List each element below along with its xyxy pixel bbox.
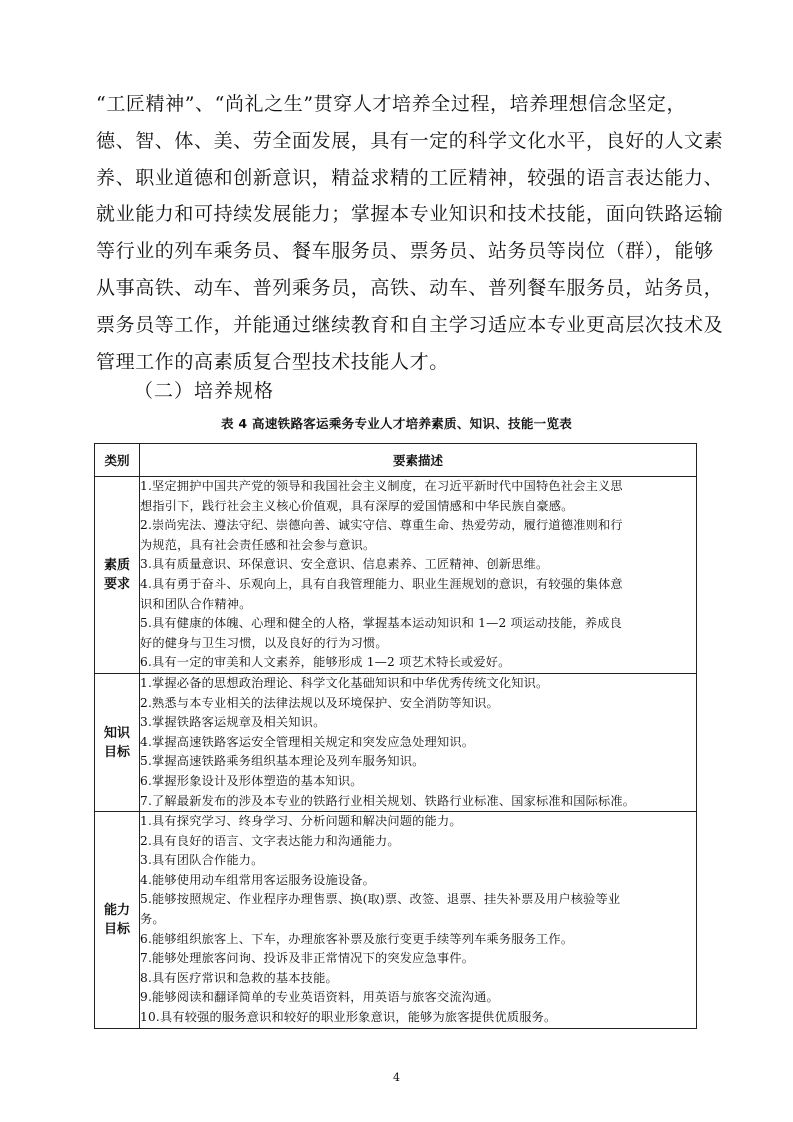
description-cell (140, 673, 697, 811)
description-line: 4.掌握高速铁路客运安全管理相关规定和突发应急处理知识。 (140, 734, 475, 749)
description-line: 7.能够处理旅客问询、投诉及非正常情况下的突发应急事件。 (140, 951, 475, 966)
description-line: 6.具有一定的审美和人文素养，能够形成 1—2 项艺术特长或爱好。 (140, 655, 511, 670)
table-row (95, 812, 697, 1029)
description-line: 10.具有较强的服务意识和较好的职业形象意识，能够为旅客提供优质服务。 (140, 1010, 557, 1025)
description-line: 务。 (140, 912, 165, 927)
training-spec-table (94, 443, 697, 1029)
description-cell (140, 477, 697, 674)
description-line: 5.掌握高速铁路乘务组织基本理论及列车服务知识。 (140, 754, 425, 769)
description-line: 1.坚定拥护中国共产党的领导和我国社会主义制度，在习近平新时代中国特色社会主义思 (140, 479, 623, 493)
description-line: 7.了解最新发布的涉及本专业的铁路行业相关规划、铁路行业标准、国家标准和国际标准。 (140, 793, 636, 808)
description-line: 6.能够组织旅客上、下车，办理旅客补票及旅行变更手续等列车乘务服务工作。 (140, 931, 574, 946)
description-line: 3.具有团队合作能力。 (140, 853, 264, 868)
table-row (95, 673, 697, 811)
page-number: 4 (393, 1071, 400, 1084)
description-line: 想指引下，践行社会主义核心价值观，具有深厚的爱国情感和中华民族自豪感。 (140, 498, 574, 513)
description-line: 5.具有健康的体魄、心理和健全的人格，掌握基本运动知识和 1—2 项运动技能，养成良 (140, 616, 623, 631)
paragraph-line: “工匠精神”、“尚礼之生”贯穿人才培养全过程，培养理想信念坚定， (96, 93, 687, 115)
paragraph-line: 等行业的列车乘务员、餐车服务员、票务员、站务员等岗位（群），能够 (96, 240, 714, 263)
description-line: 6.掌握形象设计及形体塑造的基本知识。 (140, 773, 363, 788)
category-cell (95, 477, 140, 674)
description-line: 1.具有探究学习、终身学习、分析问题和解决问题的能力。 (140, 814, 462, 829)
paragraph-line: 管理工作的高素质复合型技术技能人才。 (96, 350, 449, 373)
category-cell (95, 812, 140, 1029)
body-paragraph (96, 86, 724, 380)
description-line: 2.熟悉与本专业相关的法律法规以及环境保护、安全消防等知识。 (140, 695, 499, 710)
category-label: 知识 (103, 725, 130, 741)
table-caption: 表 4 高速铁路客运乘务专业人才培养素质、知识、技能一览表 (220, 416, 573, 431)
description-line: 为规范，具有社会责任感和社会参与意识。 (140, 537, 376, 552)
description-line: 2.崇尚宪法、遵法守纪、崇德向善、诚实守信、尊重生命、热爱劳动，履行道德准则和行 (140, 518, 623, 533)
paragraph-line: 从事高铁、动车、普列乘务员，高铁、动车、普列餐车服务员，站务员， (96, 276, 724, 299)
category-label: 能力 (103, 902, 130, 918)
description-line: 9.能够阅读和翻译简单的专业英语资料，用英语与旅客交流沟通。 (140, 990, 499, 1005)
description-line: 8.具有医疗常识和急救的基本技能。 (140, 970, 338, 985)
category-cell (95, 673, 140, 811)
description-line: 4.能够使用动车组常用客运服务设施设备。 (140, 872, 376, 887)
description-line: 识和团队合作精神。 (140, 596, 252, 611)
paragraph-line: 养、职业道德和创新意识，精益求精的工匠精神，较强的语言表达能力、 (96, 166, 724, 189)
category-label: 素质 (103, 557, 130, 573)
description-line: 3.具有质量意识、环保意识、安全意识、信息素养、工匠精神、创新思维。 (140, 557, 549, 572)
description-line: 3.掌握铁路客运规章及相关知识。 (140, 715, 326, 730)
description-line: 4.具有勇于奋斗、乐观向上，具有自我管理能力、职业生涯规划的意识，有较强的集体意 (140, 576, 623, 591)
description-line: 5.能够按照规定、作业程序办理售票、换(取)票、改签、退票、挂失补票及用户核验等业 (140, 892, 621, 907)
description-line: 1.掌握必备的思想政治理论、科学文化基础知识和中华优秀传统文化知识。 (140, 675, 549, 690)
description-cell (140, 812, 697, 1029)
paragraph-line: 就业能力和可持续发展能力；掌握本专业知识和技术技能，面向铁路运输 (96, 203, 724, 226)
paragraph-line: 票务员等工作，并能通过继续教育和自主学习适应本专业更高层次技术及 (96, 313, 724, 336)
section-heading: （二）培养规格 (134, 380, 275, 402)
paragraph-line: 德、智、体、美、劳全面发展，具有一定的科学文化水平，良好的人文素 (96, 129, 724, 152)
description-line: 好的健身与卫生习惯，以及良好的行为习惯。 (140, 635, 388, 650)
category-label: 要求 (103, 576, 130, 592)
header-description: 要素描述 (140, 444, 697, 477)
table-header-row (95, 444, 697, 477)
header-category: 类别 (95, 444, 140, 477)
table-row (95, 477, 697, 674)
category-label: 目标 (103, 744, 130, 760)
category-label: 目标 (103, 921, 130, 937)
description-line: 2.具有良好的语言、文字表达能力和沟通能力。 (140, 833, 400, 848)
